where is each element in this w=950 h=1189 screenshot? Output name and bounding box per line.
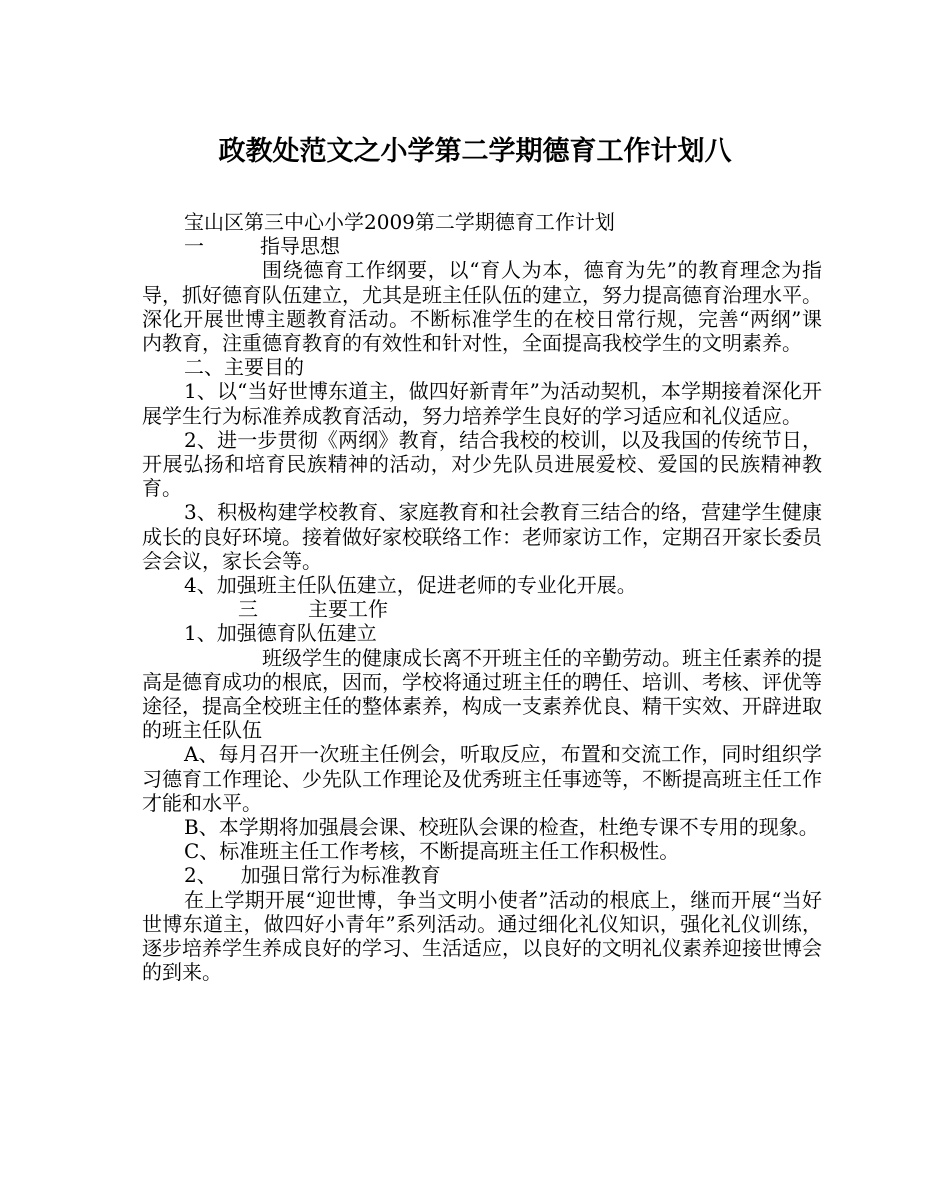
subsection-title-2: 加强日常行为标准教育 [240,863,441,888]
section-title-3: 主要工作 [308,597,388,622]
list-item: 4、加强班主任队伍建立，促进老师的专业化开展。 [184,573,637,598]
list-item: C、标准班主任工作考核，不断提高班主任工作积极性。 [184,839,680,864]
section-heading-2: 二、主要目的 [184,355,304,380]
section-heading-3 [142,597,822,621]
section-heading-1 [142,234,822,258]
section-title-1: 指导思想 [260,234,340,259]
paragraph-guiding-thought: 围绕德育工作纲要，以“育人为本，德育为先”的教育理念为指导，抓好德育队伍建立，尤其是班主任队伍的建立，努力提高德育治理水平。深化开展世博主题教育活动。不断标准学生的在校日常行规，完善“两纲”课内教育，注重德育教育的有效性和针对性，全面提高我校学生的文明素养。 [142,258,822,356]
section-number-3: 三 [238,597,258,622]
paragraph-team-building: 班级学生的健康成长离不开班主任的辛勤劳动。班主任素养的提高是德育成功的根底，因而，学校将通过班主任的聘任、培训、考核、评优等途径，提高全校班主任的整体素养，构成一支素养优良、精干实效、开辟进取的班主任队伍 [142,645,822,743]
list-item: 1、以“当好世博东道主，做四好新青年”为活动契机，本学期接着深化开展学生行为标准养成教育活动，努力培养学生良好的学习适应和礼仪适应。 [142,379,822,428]
subsection-heading-2 [142,863,822,887]
subsection-heading-1: 1、加强德育队伍建立 [184,621,377,646]
document-subtitle: 宝山区第三中心小学2009第二学期德育工作计划 [184,210,615,234]
document-body [142,210,822,985]
subsection-number-2: 2、 [184,863,217,888]
paragraph-daily-behavior: 在上学期开展“迎世博，争当文明小使者”活动的根底上，继而开展“当好世博东道主，做四好小青年”系列活动。通过细化礼仪知识，强化礼仪训练，逐步培养学生养成良好的学习、生活适应，以良好的文明礼仪素养迎接世博会的到来。 [142,887,822,985]
list-item: 2、进一步贯彻《两纲》教育，结合我校的校训，以及我国的传统节日，开展弘扬和培育民族精神的活动，对少先队员进展爱校、爱国的民族精神教育。 [142,427,822,501]
list-item: A、每月召开一次班主任例会，听取反应，布置和交流工作，同时组织学习德育工作理论、少先队工作理论及优秀班主任事迹等，不断提高班主任工作才能和水平。 [142,742,822,815]
document-title: 政教处范文之小学第二学期德育工作计划八 [218,136,732,167]
list-item: 3、积极构建学校教育、家庭教育和社会教育三结合的络，营建学生健康成长的良好环境。接着做好家校联络工作：老师家访工作，定期召开家长委员会会议，家长会等。 [142,500,822,573]
section-number-1: 一 [184,234,204,259]
list-item: B、本学期将加强晨会课、校班队会课的检查，杜绝专课不专用的现象。 [184,815,819,840]
